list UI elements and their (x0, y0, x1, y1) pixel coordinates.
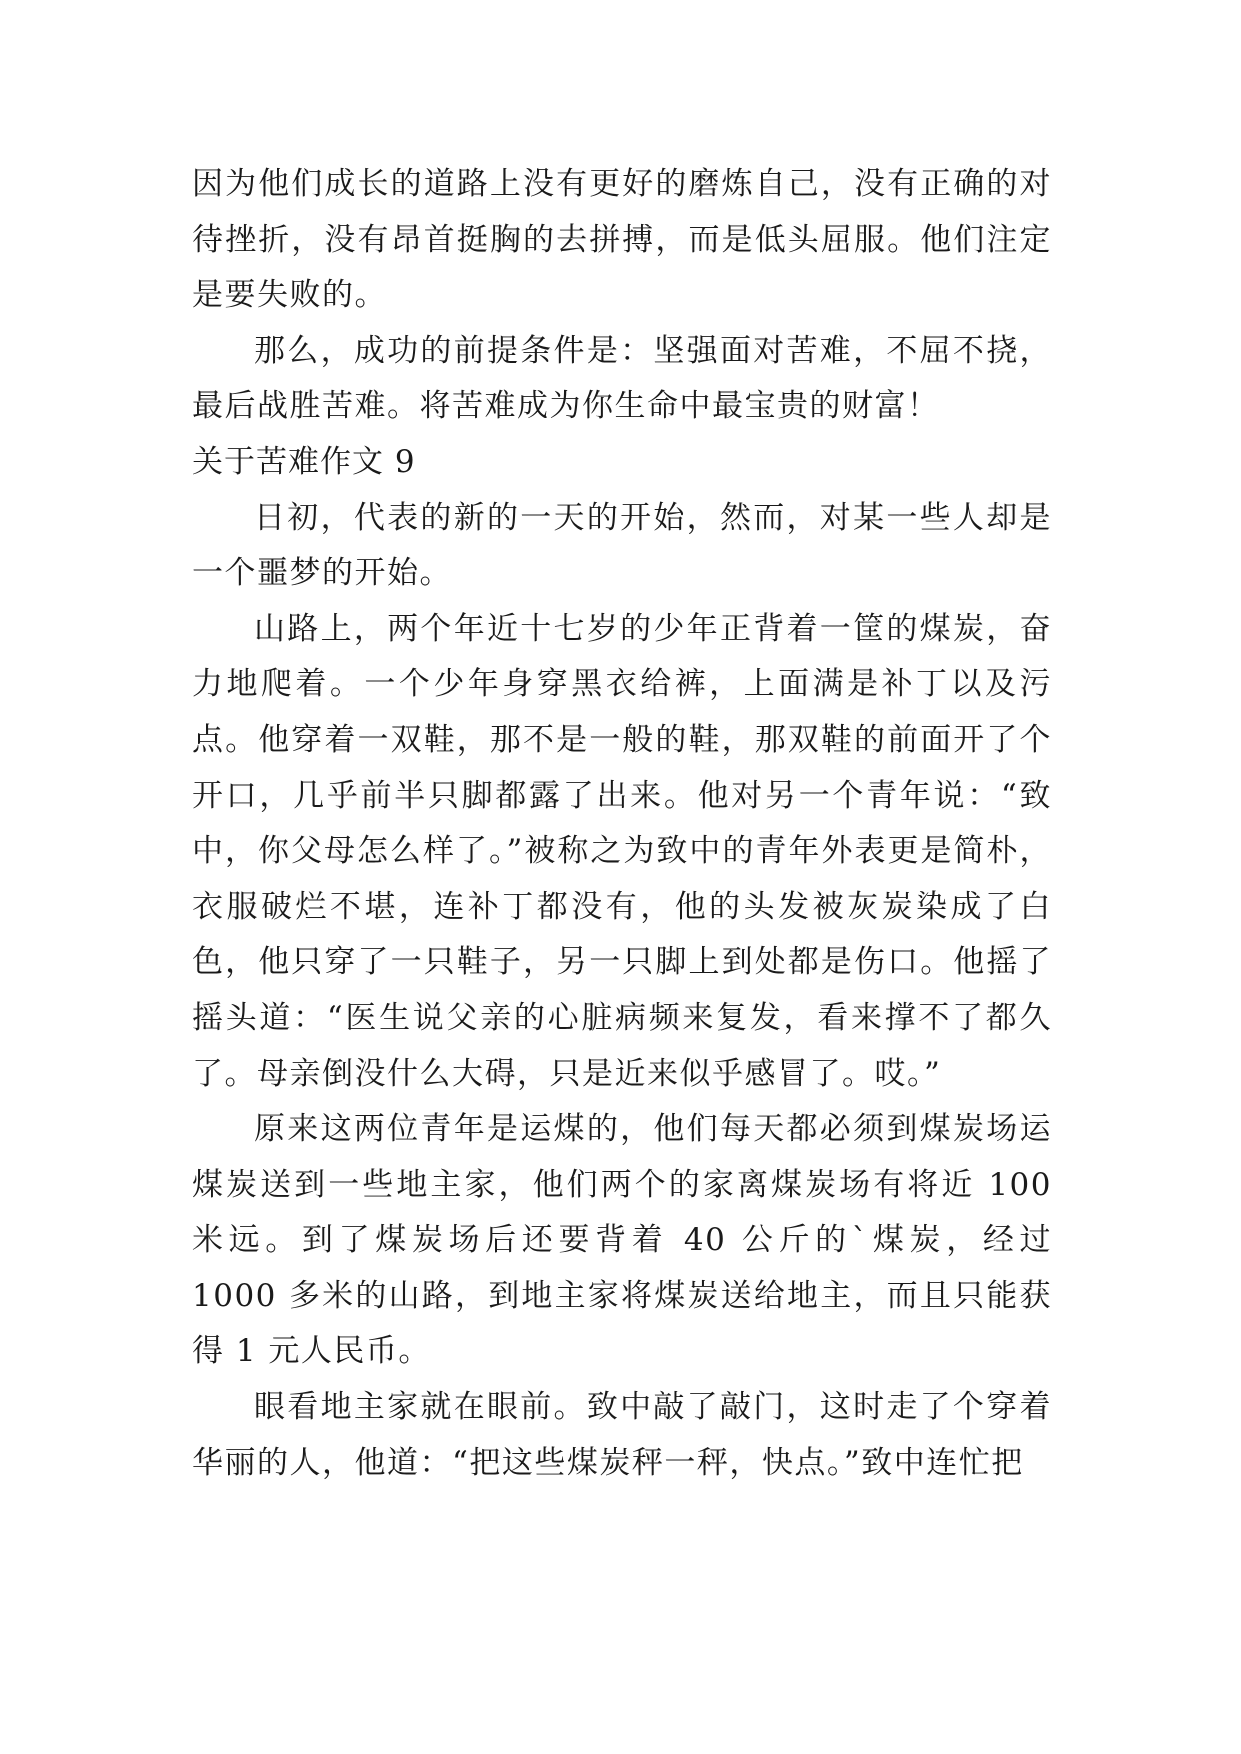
paragraph: 日初，代表的新的一天的开始，然而，对某一些人却是一个噩梦的开始。 (192, 499, 1052, 592)
paragraph: 原来这两位青年是运煤的，他们每天都必须到煤炭场运煤炭送到一些地主家，他们两个的家离煤炭场有将近 100 米远。到了煤炭场后还要背着 40 公斤的`煤炭，经过 1000 多米的山路，到地主家将煤炭送给地主，而且只能获得 1 元人民币。 (192, 1111, 1052, 1370)
paragraph: 那么，成功的前提条件是：坚强面对苦难，不屈不挠，最后战胜苦难。将苦难成为你生命中最宝贵的财富！ (192, 332, 1052, 425)
paragraph: 眼看地主家就在眼前。致中敲了敲门，这时走了个穿着华丽的人，他道：“把这些煤炭秤一秤，快点。”致中连忙把 (192, 1389, 1052, 1481)
section-heading: 关于苦难作文 9 (192, 443, 416, 480)
paragraph: 因为他们成长的道路上没有更好的磨炼自己，没有正确的对待挫折，没有昂首挺胸的去拼搏，而是低头屈服。他们注定是要失败的。 (192, 166, 1052, 314)
document-body (192, 157, 1052, 1491)
paragraph: 山路上，两个年近十七岁的少年正背着一筐的煤炭，奋力地爬着。一个少年身穿黑衣给裤，上面满是补丁以及污点。他穿着一双鞋，那不是一般的鞋，那双鞋的前面开了个开口，几乎前半只脚都露了出来。他对另一个青年说：“致中，你父母怎么样了。”被称之为致中的青年外表更是简朴，衣服破烂不堪，连补丁都没有，他的头发被灰炭染成了白色，他只穿了一只鞋子，另一只脚上到处都是伤口。他摇了摇头道：“医生说父亲的心脏病频来复发，看来撑不了都久了。母亲倒没什么大碍，只是近来似乎感冒了。哎。” (192, 610, 1052, 1092)
